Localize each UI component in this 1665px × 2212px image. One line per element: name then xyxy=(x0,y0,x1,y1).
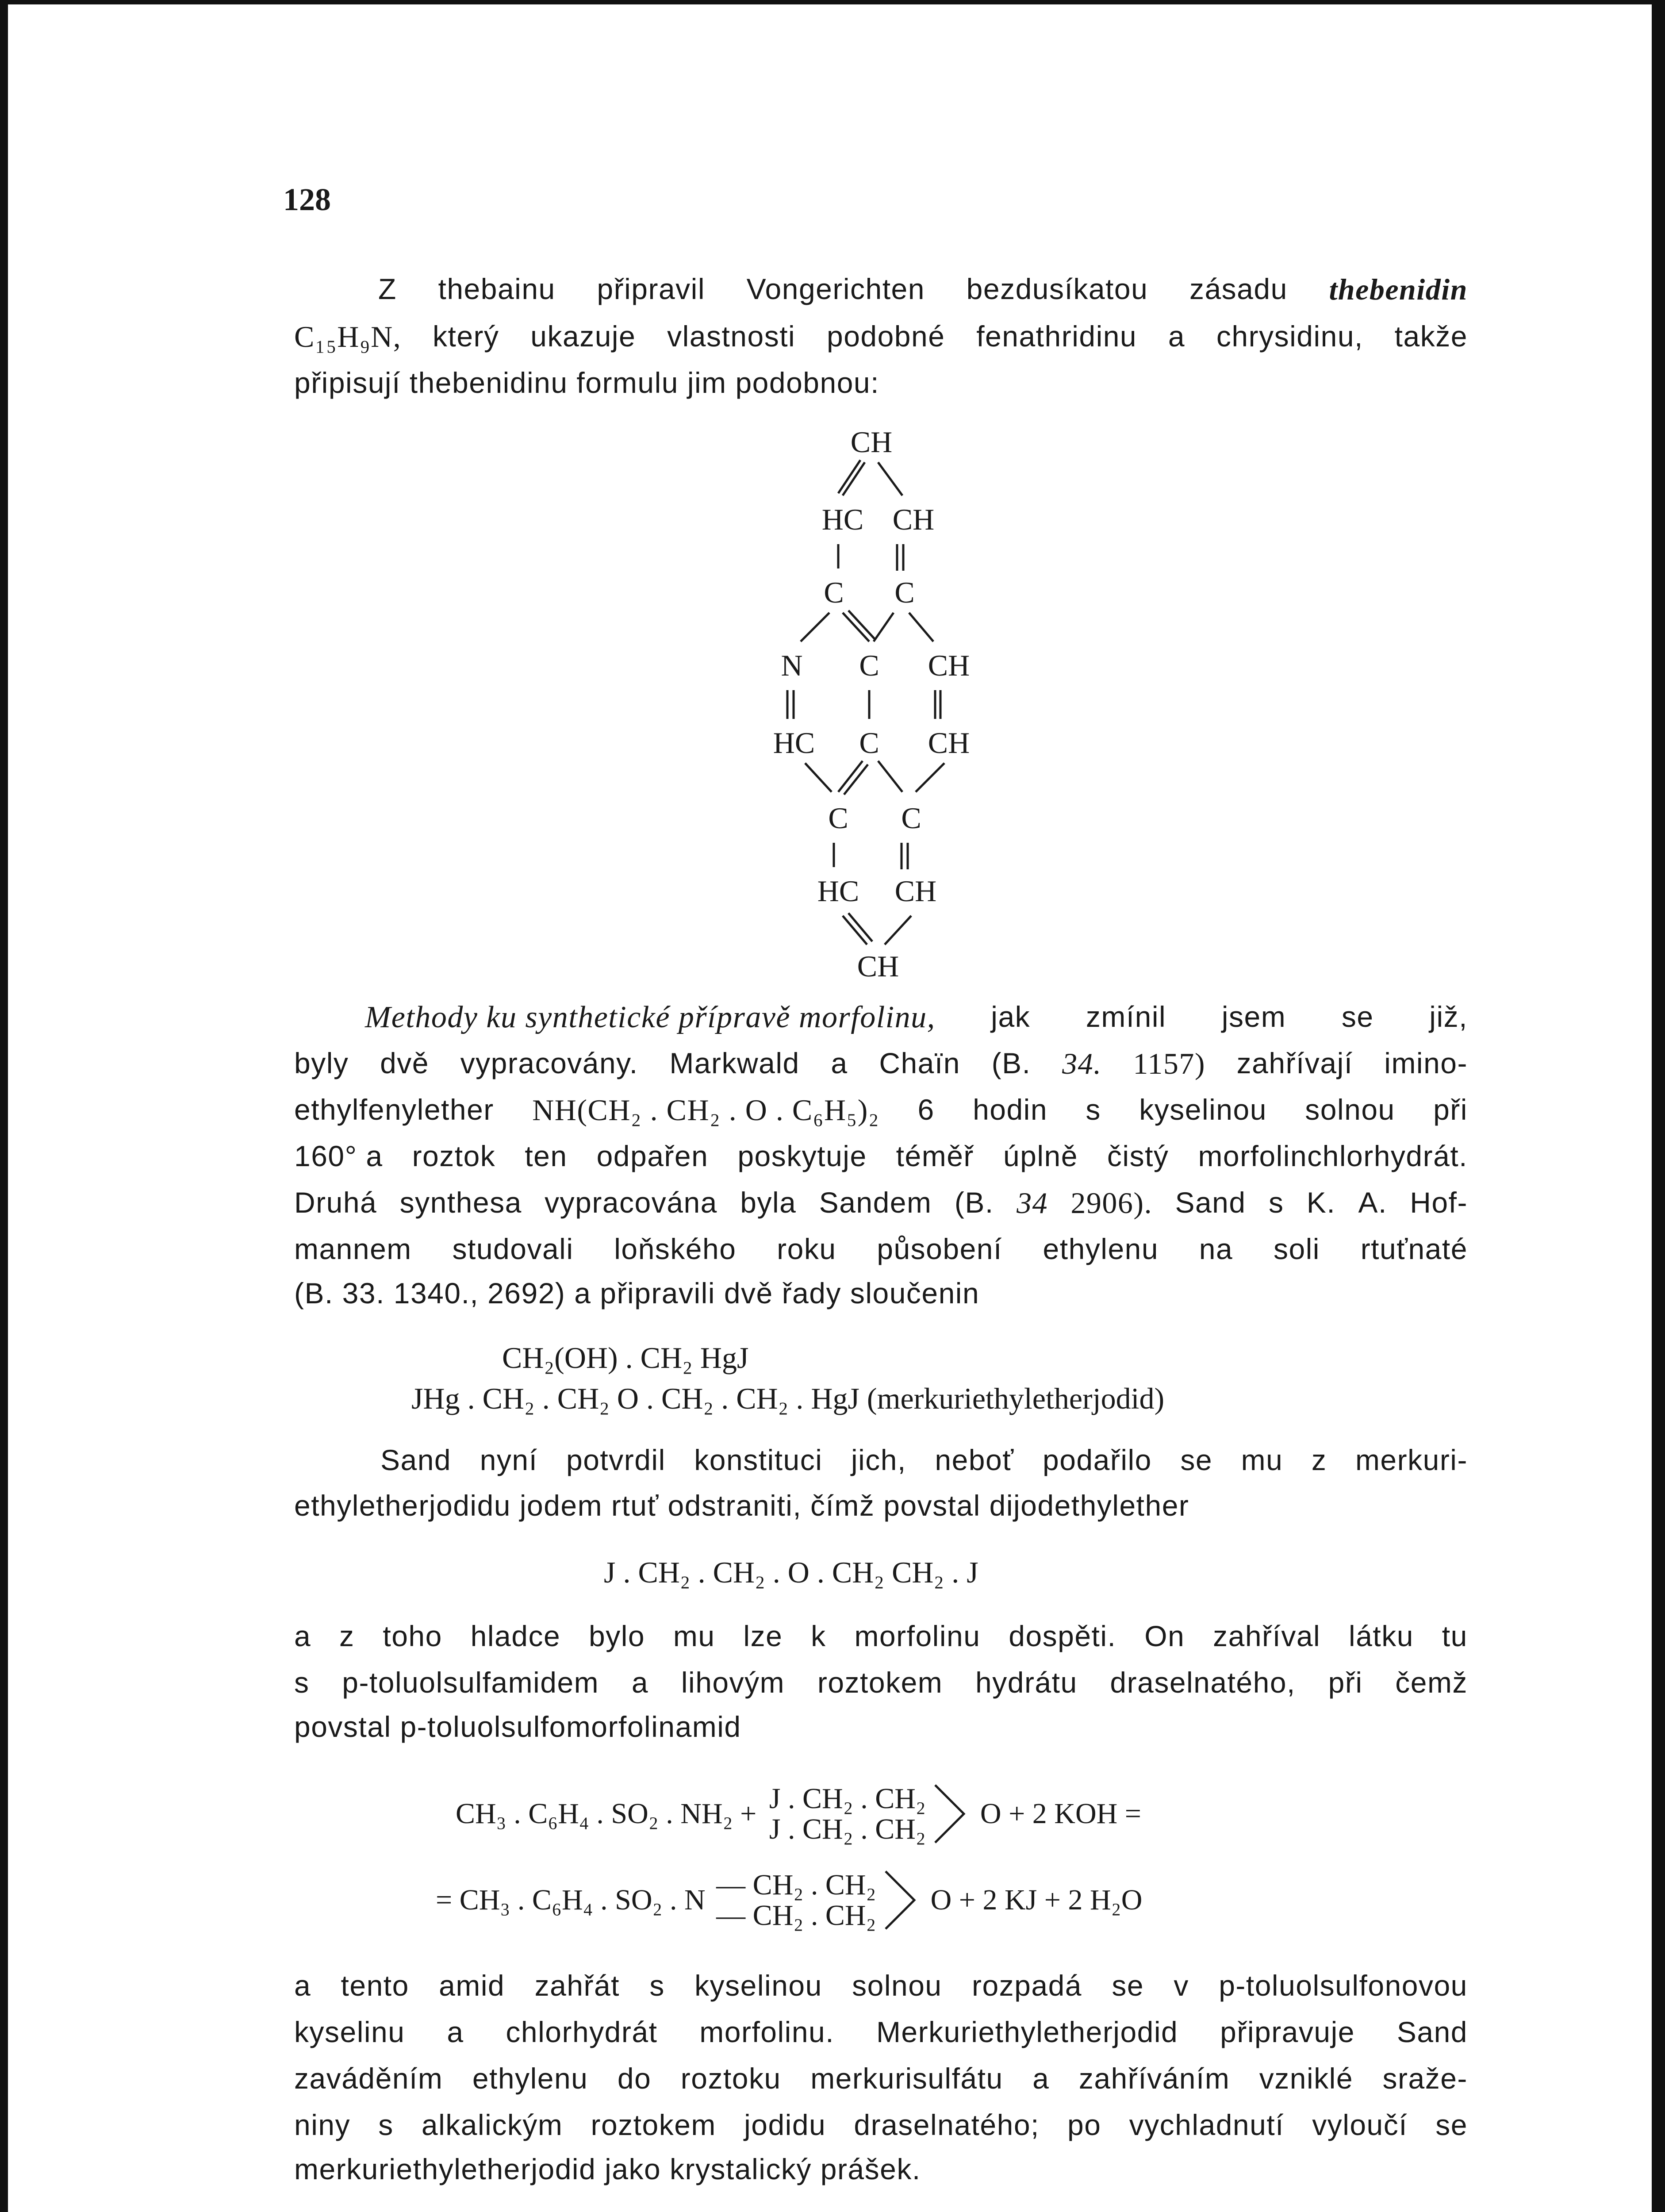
atom: C xyxy=(828,801,848,835)
para5-line2: kyselinu a chlorhydrát morfolinu. Merkuriethyletherjodid připravuje Sand xyxy=(294,2016,1468,2048)
page-number: 128 xyxy=(283,182,331,217)
para4-line1: a z toho hladce bylo mu lze k morfolinu dospěti. On zahříval látku tu xyxy=(294,1620,1468,1652)
para1-line2: C₁₅H₉N, který ukazuje vlastnosti podobné fenathridinu a chrysidinu, takže xyxy=(294,320,1468,353)
atom: HC xyxy=(773,726,815,760)
para3-line2: ethyletherjodidu jodem rtuť odstraniti, čímž povstal dijodethylether xyxy=(294,1489,1189,1522)
formula-dijodethylether: J . CH₂ . CH₂ . O . CH₂ CH₂ . J xyxy=(604,1555,978,1589)
reaction-line2: = CH₃ . C₆H₄ . SO₂ . N — CH₂ . CH₂ — CH₂ . CH₂ O + 2 KJ + 2 H₂O xyxy=(436,1867,1142,1933)
atom: HC xyxy=(821,503,864,536)
para2-line4: 160° a roztok ten odpařen poskytuje téměř úplně čistý morfolinchlorhydrát. xyxy=(294,1140,1468,1172)
atom: HC xyxy=(817,874,859,908)
para2-line3: ethylfenylether NH(CH₂ . CH₂ . O . C₆H₅)₂ 6 hodin s kyselinou solnou při xyxy=(294,1093,1468,1127)
atom: C xyxy=(824,576,844,609)
atom: CH xyxy=(894,874,937,908)
atom: CH xyxy=(857,949,899,983)
para2-line6: mannem studovali loňského roku působení ethylenu na soli rtuťnaté xyxy=(294,1233,1468,1265)
atom: CH xyxy=(892,503,935,536)
atom: CH xyxy=(850,425,893,459)
atom: N xyxy=(781,649,803,682)
para5-line3: zaváděním ethylenu do roztoku merkurisulfátu a zahříváním vzniklé sraže- xyxy=(294,2062,1468,2095)
para1-line3: připisují thebenidinu formulu jim podobnou: xyxy=(294,366,879,399)
formula-hydroxy: CH₂(OH) . CH₂ HgJ xyxy=(502,1341,749,1375)
atom: C xyxy=(901,801,921,835)
atom: C xyxy=(859,649,879,682)
atom: C xyxy=(894,576,915,609)
para1-line1: Z thebainu připravil Vongerichten bezdusíkatou zásadu thebenidin xyxy=(378,273,1468,306)
formula-merkuriethyletherjodid: JHg . CH₂ . CH₂ O . CH₂ . CH₂ . HgJ (merkuriethyletherjodid) xyxy=(411,1382,1165,1415)
para4-line3: povstal p-toluolsulfomorfolinamid xyxy=(294,1710,741,1743)
atom: CH xyxy=(928,649,970,682)
reaction-line1: CH₃ . C₆H₄ . SO₂ . NH₂ + J . CH₂ . CH₂ J . CH₂ . CH₂ O + 2 KOH = xyxy=(456,1781,1141,1847)
para5-line1: a tento amid zahřát s kyselinou solnou rozpadá se v p-toluolsulfonovou xyxy=(294,1969,1468,2002)
para4-line2: s p-toluolsulfamidem a lihovým roztokem hydrátu draselnatého, při čemž xyxy=(294,1666,1468,1699)
reaction2-angle xyxy=(883,1867,923,1933)
reaction1-angle xyxy=(933,1781,973,1847)
atom: CH xyxy=(928,726,970,760)
para5-line5: merkuriethyletherjodid jako krystalický prášek. xyxy=(294,2153,921,2185)
para5-line4: niny s alkalickým roztokem jodidu draselnatého; po vychladnutí vyloučí se xyxy=(294,2108,1468,2141)
atom: C xyxy=(859,726,879,760)
para2-line7: (B. 33. 1340., 2692) a připravili dvě řady sloučenin xyxy=(294,1277,980,1310)
para2-line2: byly dvě vypracovány. Markwald a Chaïn (B. 34. 1157) zahřívají imino- xyxy=(294,1047,1468,1080)
para2-line1: Methody ku synthetické přípravě morfolinu, jak zmínil jsem se již, xyxy=(365,1000,1468,1034)
para2-line5: Druhá synthesa vypracována byla Sandem (B. 34 2906). Sand s K. A. Hof- xyxy=(294,1186,1468,1220)
para3-line1: Sand nyní potvrdil konstituci jich, neboť podařilo se mu z merkuri- xyxy=(380,1444,1468,1476)
